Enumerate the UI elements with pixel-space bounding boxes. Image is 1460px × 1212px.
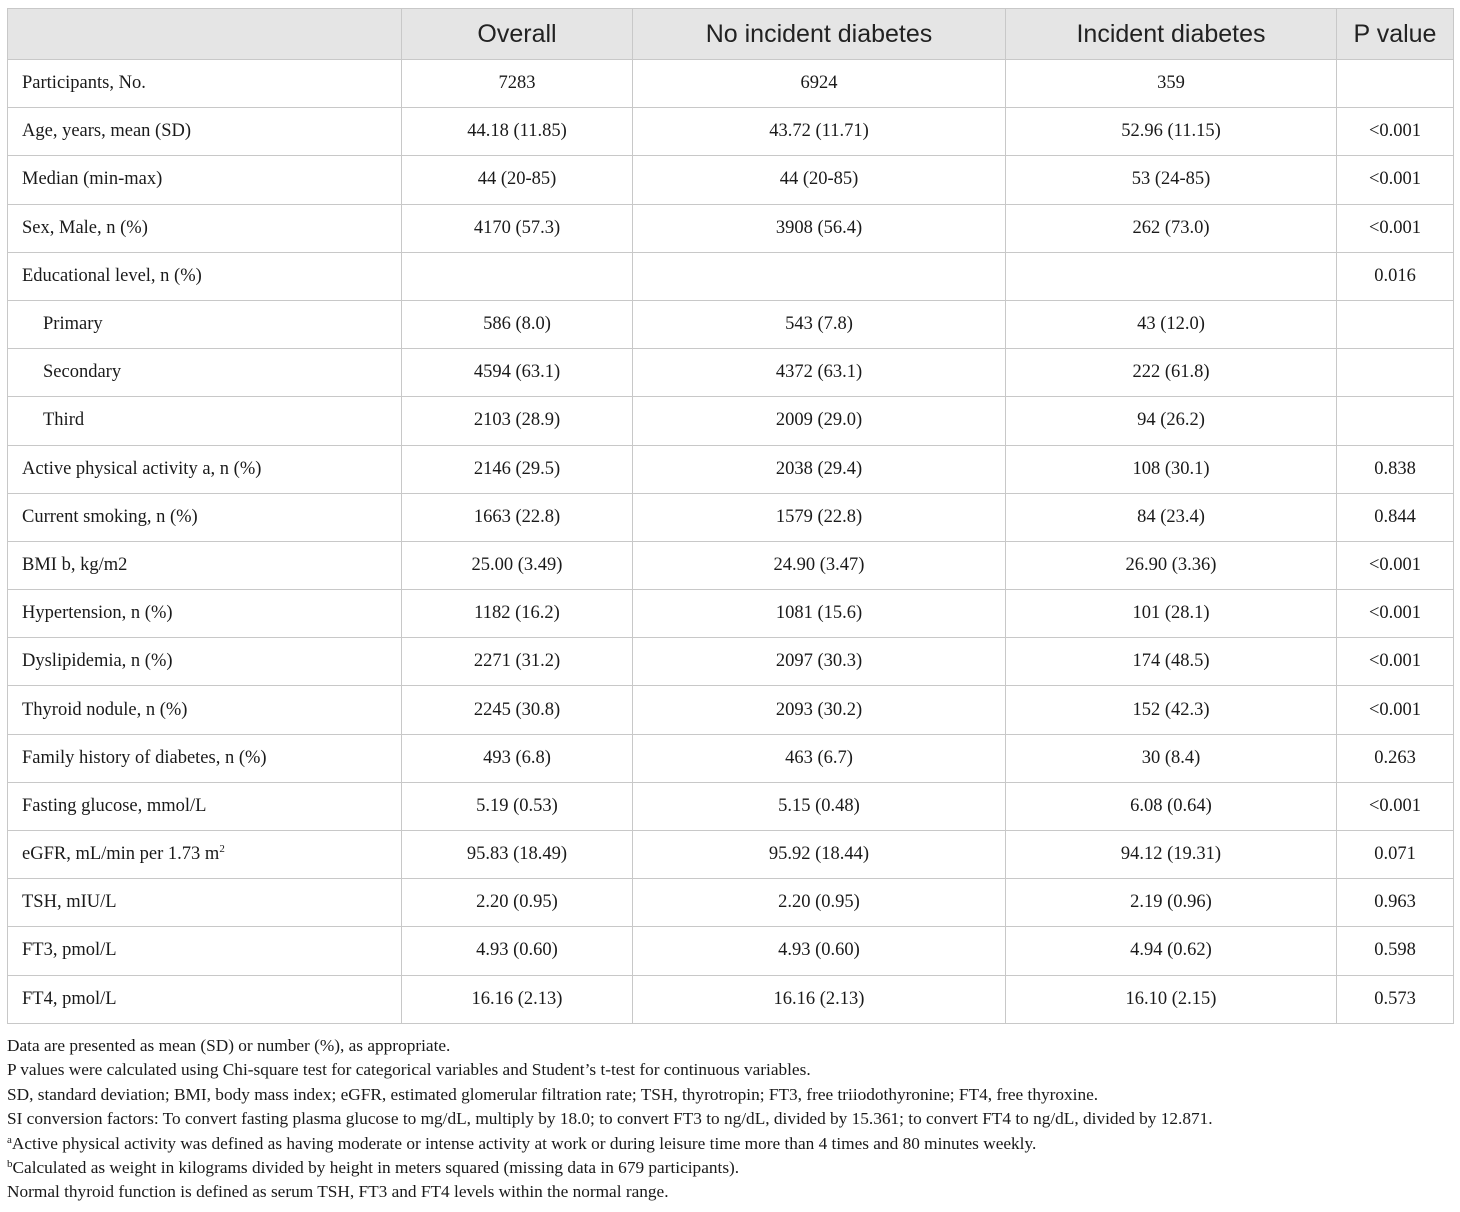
row-label-cell: [8, 252, 402, 300]
overall-cell: 4.93 (0.60): [402, 927, 633, 975]
p-value-cell: [1337, 60, 1454, 108]
row-label-cell: [8, 782, 402, 830]
overall-cell: 1663 (22.8): [402, 493, 633, 541]
overall-cell: 16.16 (2.13): [402, 975, 633, 1023]
footnote-mark: a: [7, 1133, 12, 1146]
row-label: Fasting glucose, mmol/L: [22, 795, 207, 816]
footnote: [7, 1083, 1453, 1107]
row-label: eGFR, mL/min per 1.73 m: [22, 844, 220, 865]
row-label: Primary: [43, 314, 103, 335]
row-label: Age, years, mean (SD): [22, 121, 192, 142]
footnote-text: SD, standard deviation; BMI, body mass index; eGFR, estimated glomerular filtration rate; TSH, thyrotropin; FT3, free triiodothyronine; FT4, free thyroxine.: [7, 1084, 1099, 1104]
row-label-cell: [8, 493, 402, 541]
no-incident-cell: 543 (7.8): [633, 300, 1006, 348]
row-label: Current smoking, n (%): [22, 506, 198, 527]
p-value-cell: <0.001: [1337, 638, 1454, 686]
p-value-cell: <0.001: [1337, 541, 1454, 589]
p-value-cell: <0.001: [1337, 782, 1454, 830]
row-label: Participants, No.: [22, 73, 146, 94]
incident-cell: 4.94 (0.62): [1006, 927, 1337, 975]
p-value-cell: <0.001: [1337, 590, 1454, 638]
row-label: Dyslipidemia, n (%): [22, 651, 173, 672]
overall-cell: 586 (8.0): [402, 300, 633, 348]
table-row: [8, 300, 1454, 348]
no-incident-cell: 3908 (56.4): [633, 204, 1006, 252]
row-label-cell: [8, 541, 402, 589]
table-container: [7, 8, 1453, 1024]
row-label: Educational level, n (%): [22, 265, 202, 286]
footnote: [7, 1034, 1453, 1058]
table-row: [8, 252, 1454, 300]
row-label: FT3, pmol/L: [22, 940, 117, 961]
footnote: [7, 1180, 1453, 1204]
p-value-cell: <0.001: [1337, 156, 1454, 204]
p-value-cell: 0.071: [1337, 831, 1454, 879]
incident-cell: 2.19 (0.96): [1006, 879, 1337, 927]
row-label: Median (min-max): [22, 169, 163, 190]
incident-cell: [1006, 252, 1337, 300]
overall-cell: 2146 (29.5): [402, 445, 633, 493]
header-label: [8, 9, 402, 60]
row-label-cell: [8, 734, 402, 782]
overall-cell: 4594 (63.1): [402, 349, 633, 397]
p-value-cell: 0.838: [1337, 445, 1454, 493]
header-row: [8, 9, 1454, 60]
table-row: [8, 156, 1454, 204]
row-label-cell: [8, 156, 402, 204]
row-label: FT4, pmol/L: [22, 988, 117, 1009]
table-row: [8, 975, 1454, 1023]
footnote: [7, 1156, 1453, 1180]
table-row: [8, 879, 1454, 927]
overall-cell: 1182 (16.2): [402, 590, 633, 638]
no-incident-cell: [633, 252, 1006, 300]
row-label-cell: [8, 445, 402, 493]
row-label-cell: [8, 590, 402, 638]
footnote-text: SI conversion factors: To convert fasting plasma glucose to mg/dL, multiply by 18.0; to convert FT3 to ng/dL, divided by 15.361; to convert FT4 to ng/dL, divided by 12.871.: [7, 1109, 1213, 1129]
incident-cell: 359: [1006, 60, 1337, 108]
incident-cell: 43 (12.0): [1006, 300, 1337, 348]
p-value-cell: [1337, 397, 1454, 445]
overall-cell: 493 (6.8): [402, 734, 633, 782]
row-label-cell: [8, 927, 402, 975]
header-no-incident-diabetes: No incident diabetes: [633, 9, 1006, 60]
incident-cell: 94.12 (19.31): [1006, 831, 1337, 879]
table-row: [8, 445, 1454, 493]
row-label-superscript: 2: [219, 843, 225, 856]
row-label: BMI b, kg/m2: [22, 554, 128, 575]
no-incident-cell: 2009 (29.0): [633, 397, 1006, 445]
incident-cell: 53 (24-85): [1006, 156, 1337, 204]
overall-cell: [402, 252, 633, 300]
table-row: [8, 397, 1454, 445]
p-value-cell: 0.598: [1337, 927, 1454, 975]
footnote-text: Normal thyroid function is defined as serum TSH, FT3 and FT4 levels within the normal range.: [7, 1182, 669, 1202]
overall-cell: 95.83 (18.49): [402, 831, 633, 879]
table-row: [8, 782, 1454, 830]
incident-cell: 6.08 (0.64): [1006, 782, 1337, 830]
p-value-cell: <0.001: [1337, 686, 1454, 734]
row-label: Hypertension, n (%): [22, 603, 173, 624]
p-value-cell: 0.016: [1337, 252, 1454, 300]
row-label-cell: [8, 300, 402, 348]
overall-cell: 2103 (28.9): [402, 397, 633, 445]
row-label-cell: [8, 108, 402, 156]
no-incident-cell: 4.93 (0.60): [633, 927, 1006, 975]
overall-cell: 2271 (31.2): [402, 638, 633, 686]
no-incident-cell: 5.15 (0.48): [633, 782, 1006, 830]
overall-cell: 2.20 (0.95): [402, 879, 633, 927]
p-value-cell: 0.963: [1337, 879, 1454, 927]
incident-cell: 30 (8.4): [1006, 734, 1337, 782]
incident-cell: 152 (42.3): [1006, 686, 1337, 734]
row-label-cell: [8, 397, 402, 445]
row-label: Secondary: [43, 362, 122, 383]
table-row: [8, 493, 1454, 541]
overall-cell: 7283: [402, 60, 633, 108]
p-value-cell: [1337, 349, 1454, 397]
row-label-cell: [8, 975, 402, 1023]
no-incident-cell: 43.72 (11.71): [633, 108, 1006, 156]
no-incident-cell: 2097 (30.3): [633, 638, 1006, 686]
row-label-cell: [8, 831, 402, 879]
table-row: [8, 349, 1454, 397]
no-incident-cell: 463 (6.7): [633, 734, 1006, 782]
footnote: [7, 1058, 1453, 1082]
no-incident-cell: 4372 (63.1): [633, 349, 1006, 397]
overall-cell: 5.19 (0.53): [402, 782, 633, 830]
row-label-cell: [8, 638, 402, 686]
footnote-text: Active physical activity was defined as having moderate or intense activity at work or during leisure time more than 4 times and 80 minutes weekly.: [11, 1133, 1037, 1153]
table-row: [8, 831, 1454, 879]
incident-cell: 222 (61.8): [1006, 349, 1337, 397]
no-incident-cell: 24.90 (3.47): [633, 541, 1006, 589]
header-overall: Overall: [402, 9, 633, 60]
incident-cell: 52.96 (11.15): [1006, 108, 1337, 156]
table-row: [8, 541, 1454, 589]
footnote: [7, 1107, 1453, 1131]
row-label: TSH, mIU/L: [22, 892, 117, 913]
footnote-text: P values were calculated using Chi-square test for categorical variables and Student’s t-test for continuous variables.: [7, 1060, 811, 1080]
table-row: [8, 60, 1454, 108]
p-value-cell: 0.573: [1337, 975, 1454, 1023]
overall-cell: 44 (20-85): [402, 156, 633, 204]
header-p-value: P value: [1337, 9, 1454, 60]
no-incident-cell: 2038 (29.4): [633, 445, 1006, 493]
incident-cell: 16.10 (2.15): [1006, 975, 1337, 1023]
incident-cell: 101 (28.1): [1006, 590, 1337, 638]
row-label-cell: [8, 879, 402, 927]
p-value-cell: [1337, 300, 1454, 348]
row-label: Third: [43, 410, 85, 431]
no-incident-cell: 2093 (30.2): [633, 686, 1006, 734]
table-row: [8, 734, 1454, 782]
incident-cell: 26.90 (3.36): [1006, 541, 1337, 589]
incident-cell: 94 (26.2): [1006, 397, 1337, 445]
incident-cell: 174 (48.5): [1006, 638, 1337, 686]
p-value-cell: 0.263: [1337, 734, 1454, 782]
no-incident-cell: 6924: [633, 60, 1006, 108]
overall-cell: 4170 (57.3): [402, 204, 633, 252]
incident-cell: 262 (73.0): [1006, 204, 1337, 252]
table-row: [8, 204, 1454, 252]
row-label: Thyroid nodule, n (%): [22, 699, 188, 720]
row-label-cell: [8, 204, 402, 252]
overall-cell: 25.00 (3.49): [402, 541, 633, 589]
p-value-cell: 0.844: [1337, 493, 1454, 541]
no-incident-cell: 1579 (22.8): [633, 493, 1006, 541]
table-row: [8, 686, 1454, 734]
baseline-characteristics-table: [7, 8, 1454, 1024]
footnote-mark: b: [7, 1158, 13, 1171]
footnote: [7, 1132, 1453, 1156]
row-label-cell: [8, 349, 402, 397]
header-incident-diabetes: Incident diabetes: [1006, 9, 1337, 60]
table-row: [8, 927, 1454, 975]
row-label: Family history of diabetes, n (%): [22, 747, 267, 768]
row-label-cell: [8, 60, 402, 108]
row-label: Sex, Male, n (%): [22, 217, 148, 238]
table-body: [8, 60, 1454, 1024]
no-incident-cell: 44 (20-85): [633, 156, 1006, 204]
row-label-cell: [8, 686, 402, 734]
no-incident-cell: 1081 (15.6): [633, 590, 1006, 638]
incident-cell: 108 (30.1): [1006, 445, 1337, 493]
row-label: Active physical activity a, n (%): [22, 458, 262, 479]
table-row: [8, 590, 1454, 638]
overall-cell: 2245 (30.8): [402, 686, 633, 734]
no-incident-cell: 2.20 (0.95): [633, 879, 1006, 927]
table-row: [8, 638, 1454, 686]
footnote-text: Data are presented as mean (SD) or number (%), as appropriate.: [7, 1036, 451, 1055]
overall-cell: 44.18 (11.85): [402, 108, 633, 156]
incident-cell: 84 (23.4): [1006, 493, 1337, 541]
table-row: [8, 108, 1454, 156]
p-value-cell: <0.001: [1337, 108, 1454, 156]
p-value-cell: <0.001: [1337, 204, 1454, 252]
no-incident-cell: 95.92 (18.44): [633, 831, 1006, 879]
footnote-text: Calculated as weight in kilograms divided by height in meters squared (missing data in 679 participants).: [12, 1158, 740, 1178]
table-footnotes: [7, 1034, 1453, 1205]
no-incident-cell: 16.16 (2.13): [633, 975, 1006, 1023]
